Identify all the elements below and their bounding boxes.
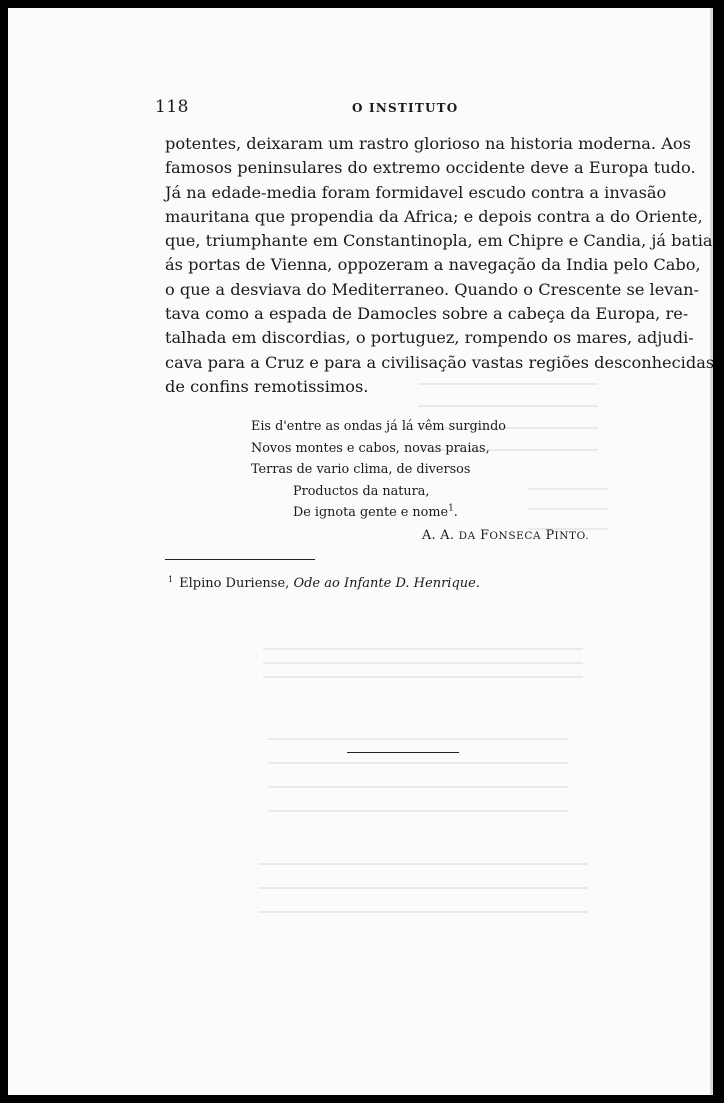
bleed-through	[528, 488, 608, 548]
signature-name-initial: P	[545, 528, 555, 543]
footnote-divider	[165, 559, 315, 560]
body-line: o que a desviava do Mediterraneo. Quando o Crescente se levan-	[165, 279, 699, 299]
signature-initials: A. A.	[422, 528, 455, 543]
body-line: de confins remotissimos.	[165, 376, 369, 396]
signature-surname-rest: ONSECA	[489, 530, 542, 542]
page	[8, 8, 713, 1095]
body-line: tava como a espada de Damocles sobre a cabeça da Europa, re-	[165, 304, 689, 324]
body-line: que, triumphante em Constantinopla, em Chipre e Candia, já batia	[165, 231, 713, 251]
page-header	[155, 97, 611, 121]
page-number: 118	[155, 97, 189, 117]
footnote-work-title: Ode ao Infante D. Henrique.	[293, 576, 480, 591]
bleed-through	[263, 648, 583, 678]
bleed-through	[258, 863, 588, 923]
body-line: ás portas de Vienna, oppozeram a navegação da India pelo Cabo,	[165, 255, 701, 275]
body-line: famosos peninsulares do extremo occidente deve a Europa tudo.	[165, 158, 696, 178]
signature-name-rest: INTO.	[554, 530, 590, 542]
poem-line: Novos montes e cabos, novas praias,	[251, 440, 490, 456]
bleed-through	[418, 383, 598, 463]
footnote-marker: 1	[168, 574, 174, 584]
poem-line: Productos da natura,	[293, 483, 430, 499]
signature-particle: DA	[458, 530, 476, 542]
poem-line-with-note: De ignota gente e nome$^1$.	[293, 503, 458, 520]
body-line: talhada em discordias, o portuguez, rompendo os mares, adjudi-	[165, 328, 694, 348]
body-paragraph	[165, 132, 715, 399]
running-title: O INSTITUTO	[352, 101, 459, 115]
bleed-through	[268, 738, 568, 828]
body-line: Já na edade-media foram formidavel escudo contra a invasão	[165, 182, 667, 202]
body-line: potentes, deixaram um rastro glorioso na historia moderna. Aos	[165, 134, 691, 153]
poem-line: Eis d'entre as ondas já lá vêm surgindo	[251, 419, 506, 434]
footnote-reference[interactable]: 1	[448, 503, 454, 514]
body-line: mauritana que propendia da Africa; e depois contra a do Oriente,	[165, 206, 703, 226]
poem-line: Terras de vario clima, de diversos	[251, 462, 471, 477]
poem-line: De ignota gente e nome	[293, 505, 449, 520]
body-line: cava para a Cruz e para a civilisação vastas regiões desconhecidas	[165, 352, 715, 372]
signature-surname-initial: F	[480, 528, 490, 543]
footnote-author: Elpino Duriense,	[179, 576, 290, 591]
footnote	[168, 576, 480, 591]
